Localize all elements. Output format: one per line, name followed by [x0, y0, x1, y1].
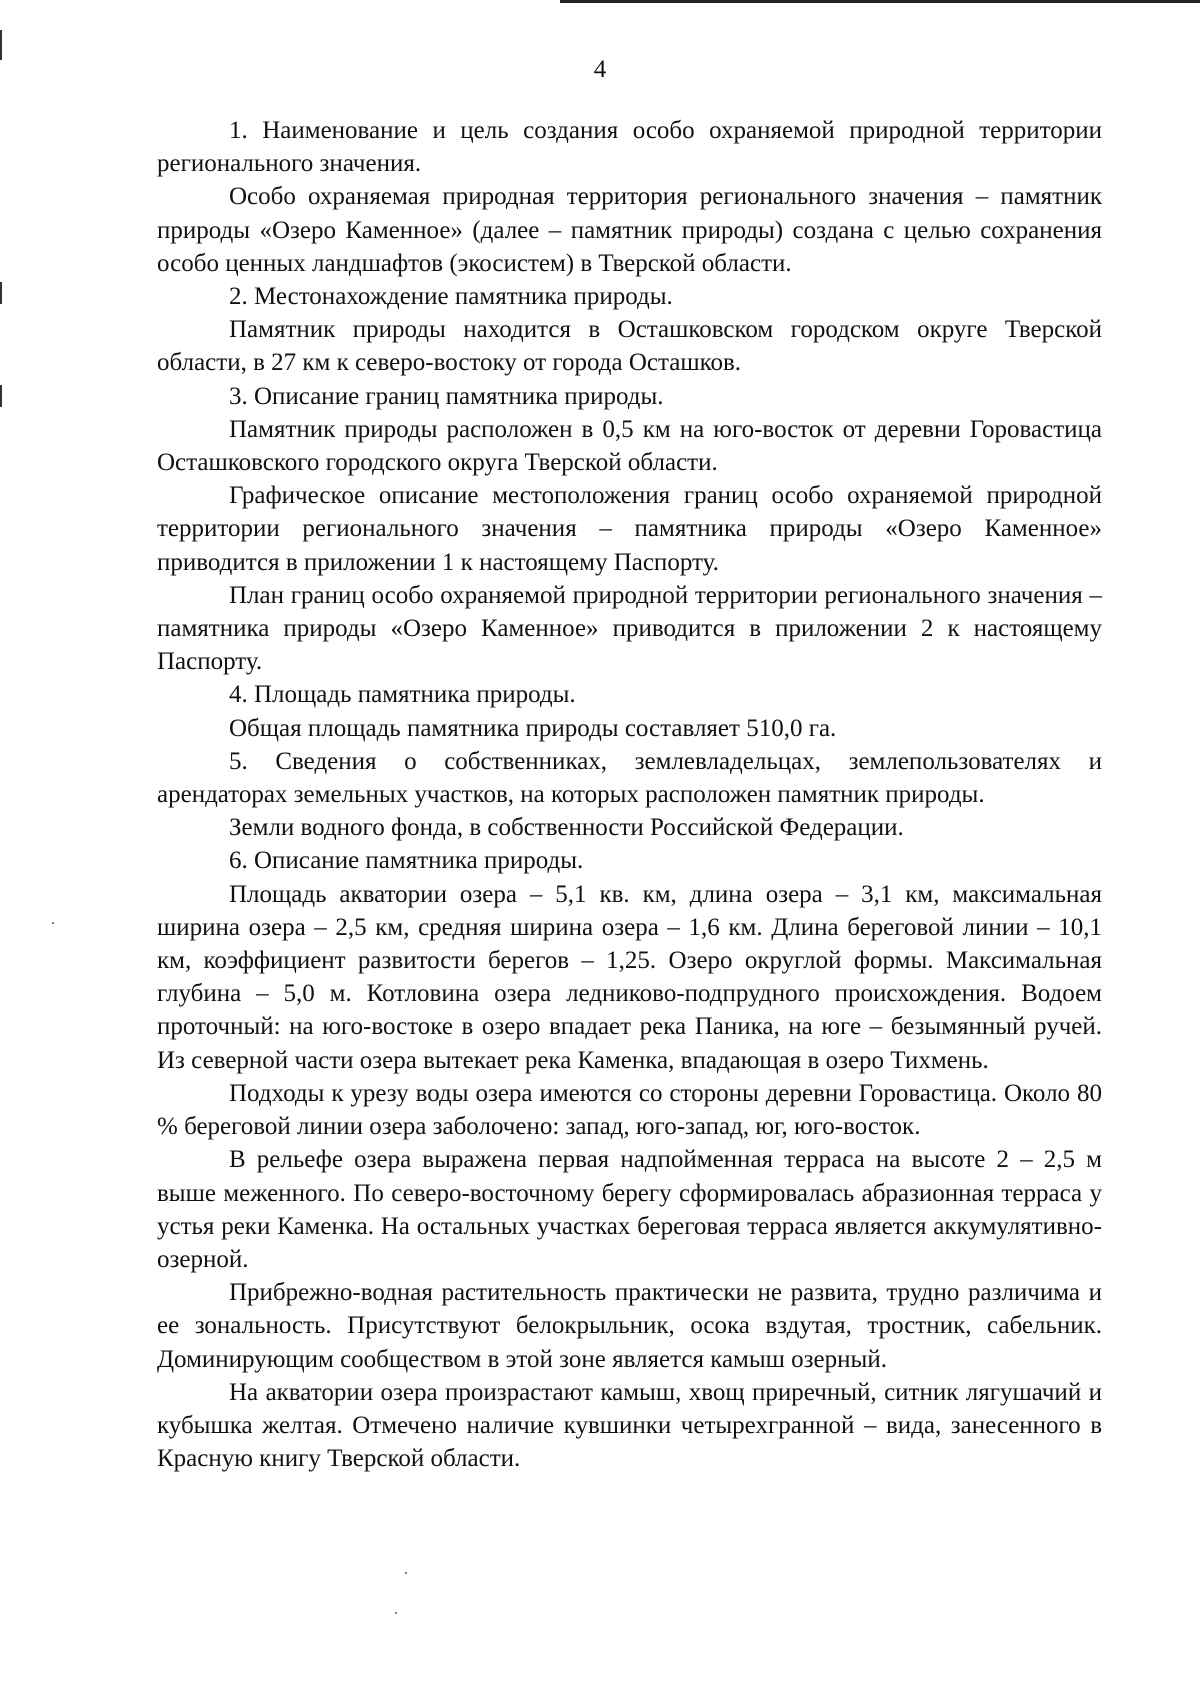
paragraph-section-4-heading: 4. Площадь памятника природы.	[229, 681, 576, 709]
paragraph-graphic-description: Графическое описание местоположения границ особо охраняемой природной территории регионального значения – памятника природы «Озеро Каменное» приводится в приложении 1 к настоящему Паспорту.	[157, 482, 1102, 576]
paragraph-purpose: Особо охраняемая природная территория регионального значения – памятник природы «Озеро Каменное» (далее – памятник природы) создана с целью сохранения особо ценных ландшафтов (экосистем) в Тверской области.	[157, 183, 1102, 277]
scan-speck	[395, 1612, 397, 1614]
paragraph-shore-access: Подходы к урезу воды озера имеются со стороны деревни Горовастица. Около 80 % береговой линии озера заболочено: запад, юго-запад, юг, юго-восток.	[157, 1079, 1102, 1141]
scan-edge-mark	[0, 282, 2, 304]
paragraph-lake-description: Площадь акватории озера – 5,1 кв. км, длина озера – 3,1 км, максимальная ширина озера – 2,5 км, средняя ширина озера – 1,6 км. Длина береговой линии – 10,1 км, коэффициент развитости берегов – 1,25. Озеро округлой формы. Максимальная глубина – 5,0 м. Котловина озера ледниково-подпрудного происхождения. Водоем проточный: на юго-востоке в озеро впадает река Паника, на юге – безымянный ручей. Из северной части озера вытекает река Каменка, впадающая в озеро Тихмень.	[157, 880, 1102, 1074]
paragraph-ownership: Земли водного фонда, в собственности Российской Федерации.	[229, 814, 904, 842]
paragraph-location: Памятник природы находится в Осташковском городском округе Тверской области, в 27 км к северо-востоку от города Осташков.	[157, 316, 1102, 377]
scan-edge-mark	[0, 385, 2, 407]
paragraph-section-3-heading: 3. Описание границ памятника природы.	[229, 382, 664, 410]
paragraph-relief: В рельефе озера выражена первая надпойменная терраса на высоте 2 – 2,5 м выше меженного. По северо-восточному берегу сформировалась абразионная терраса у устья реки Каменка. На остальных участках береговая терраса является аккумулятивно-озерной.	[157, 1146, 1102, 1273]
paragraph-section-1-heading: 1. Наименование и цель создания особо охраняемой природной территории регионального значения.	[157, 117, 1102, 178]
paragraph-aquatic-vegetation: На акватории озера произрастают камыш, хвощ приречный, ситник лягушачий и кубышка желтая. Отмечено наличие кувшинки четырехгранной – вида, занесенного в Красную книгу Тверской области.	[157, 1378, 1102, 1473]
paragraph-section-6-heading: 6. Описание памятника природы.	[229, 847, 584, 875]
scan-speck	[405, 1572, 407, 1574]
paragraph-area: Общая площадь памятника природы составляет 510,0 га.	[229, 714, 837, 742]
document-body	[157, 114, 1102, 1475]
paragraph-boundaries: Памятник природы расположен в 0,5 км на юго-восток от деревни Горовастица Осташковского городского округа Тверской области.	[157, 415, 1102, 477]
paragraph-boundary-plan: План границ особо охраняемой природной территории регионального значения – памятника природы «Озеро Каменное» приводится в приложении 2 к настоящему Паспорту.	[157, 581, 1102, 676]
paragraph-section-2-heading: 2. Местонахождение памятника природы.	[229, 283, 673, 311]
scan-speck	[52, 922, 54, 924]
scan-top-rule	[560, 0, 1200, 3]
page-number: 4	[593, 56, 607, 83]
paragraph-coastal-vegetation: Прибрежно-водная растительность практически не развита, трудно различима и ее зональность. Присутствуют белокрыльник, осока вздутая, тростник, сабельник. Доминирующим сообществом в этой зоне является камыш озерный.	[157, 1279, 1102, 1373]
paragraph-section-5-heading: 5. Сведения о собственниках, землевладельцах, землепользователях и арендаторах земельных участков, на которых расположен памятник природы.	[157, 747, 1102, 809]
